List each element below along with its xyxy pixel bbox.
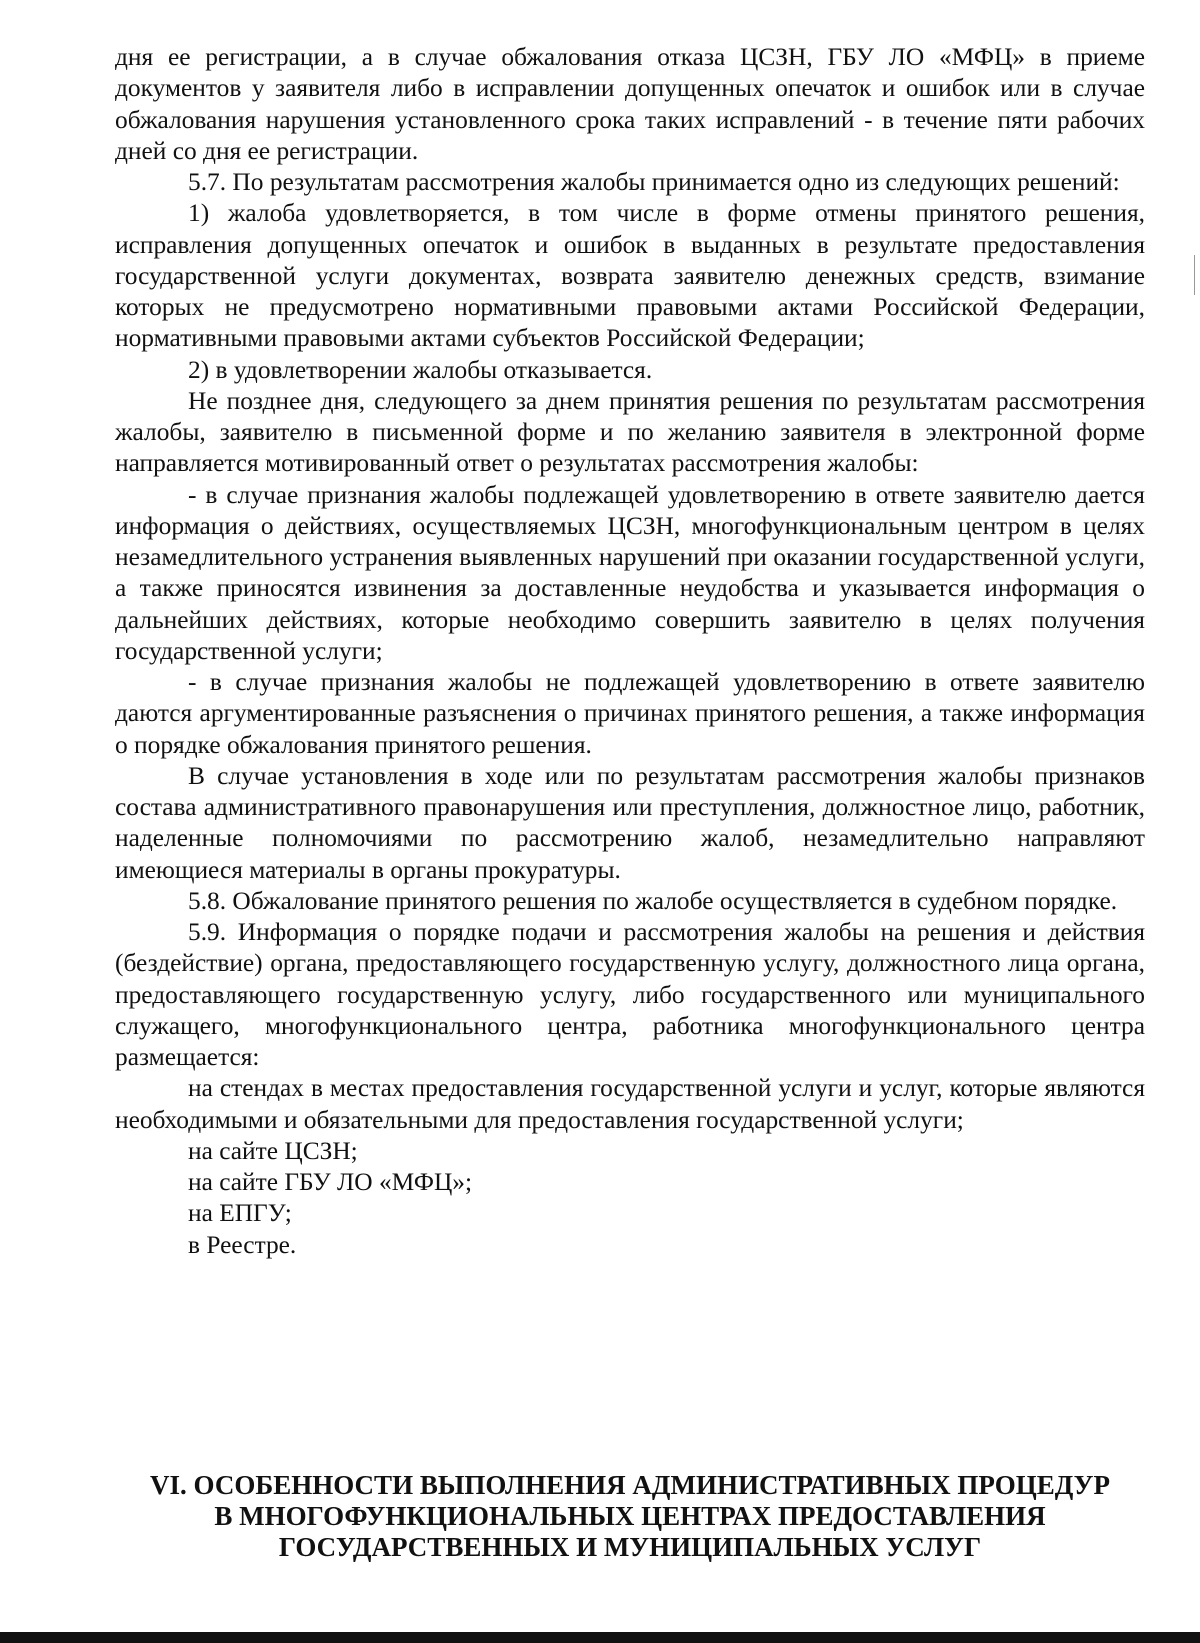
paragraph-5-9: 5.9. Информация о порядке подачи и рассмотрения жалобы на решения и действия (бездействие) органа, предоставляющего государственную услугу, должностного лица органа, предоставляющего государственную услугу, либо государственного или муниципального служащего, многофункционального центра, работника многофункционального центра размещается: [115, 918, 1145, 1071]
paragraph-complaint-satisfied: - в случае признания жалобы подлежащей удовлетворению в ответе заявителю дается информация о действиях, осуществляемых ЦСЗН, многофункциональным центром в целях незамедлительного устранения выявленных нарушений при оказании государственной услуги, а также приносятся извинения за доставленные неудобства и указывается информация о дальнейших действиях, которые необходимо совершить заявителю в целях получения государственной услуги; [115, 480, 1145, 665]
document-body [115, 42, 1145, 1261]
list-item-epgu: на ЕПГУ; [188, 1199, 292, 1228]
paragraph-violation-signs: В случае установления в ходе или по результатам рассмотрения жалобы признаков состава административного правонарушения или преступления, должностное лицо, работник, наделенные полномочиями по рассмотрению жалоб, незамедлительно направляют имеющиеся материалы в органы прокуратуры. [115, 761, 1145, 884]
section-heading [115, 1470, 1145, 1563]
list-item-cszn-site: на сайте ЦСЗН; [188, 1136, 358, 1165]
paragraph-response-deadline: Не позднее дня, следующего за днем принятия решения по результатам рассмотрения жалобы, заявителю в письменной форме и по желанию заявителя в электронной форме направляется мотивированный ответ о результатах рассмотрения жалобы: [115, 386, 1145, 478]
paragraph-complaint-rejected: - в случае признания жалобы не подлежащей удовлетворению в ответе заявителю даются аргументированные разъяснения о причинах принятого решения, а также информация о порядке обжалования принятого решения. [115, 668, 1145, 759]
paragraph-stands: на стендах в местах предоставления государственной услуги и услуг, которые являются необходимыми и обязательными для предоставления государственной услуги; [115, 1074, 1145, 1134]
paragraph-5-8: 5.8. Обжалование принятого решения по жалобе осуществляется в судебном порядке. [188, 886, 1118, 915]
list-item-mfc-site: на сайте ГБУ ЛО «МФЦ»; [188, 1168, 473, 1196]
scan-edge-mark [1194, 255, 1195, 295]
paragraph-registration-continuation: дня ее регистрации, а в случае обжалования отказа ЦСЗН, ГБУ ЛО «МФЦ» в приеме документов у заявителя либо в исправлении допущенных опечаток и ошибок или в случае обжалования нарушения установленного срока таких исправлений - в течение пяти рабочих дней со дня ее регистрации. [115, 43, 1145, 165]
scan-bottom-edge [0, 1632, 1200, 1643]
paragraph-decision-2: 2) в удовлетворении жалобы отказывается. [188, 355, 653, 384]
paragraph-5-7: 5.7. По результатам рассмотрения жалобы принимается одно из следующих решений: [188, 168, 1120, 196]
paragraph-decision-1: 1) жалоба удовлетворяется, в том числе в форме отмены принятого решения, исправления допущенных опечаток и ошибок в выданных в результате предоставления государственной услуги документах, возврата заявителю денежных средств, взимание которых не предусмотрено нормативными правовыми актами Российской Федерации, нормативными правовыми актами субъектов Российской Федерации; [115, 199, 1145, 353]
list-item-registry: в Реестре. [188, 1230, 297, 1259]
section-heading-line-3: ГОСУДАРСТВЕННЫХ И МУНИЦИПАЛЬНЫХ УСЛУГ [278, 1532, 982, 1562]
section-heading-line-1: VI. ОСОБЕННОСТИ ВЫПОЛНЕНИЯ АДМИНИСТРАТИВНЫХ ПРОЦЕДУР [150, 1470, 1110, 1500]
section-heading-line-2: В МНОГОФУНКЦИОНАЛЬНЫХ ЦЕНТРАХ ПРЕДОСТАВЛЕНИЯ [214, 1501, 1046, 1531]
